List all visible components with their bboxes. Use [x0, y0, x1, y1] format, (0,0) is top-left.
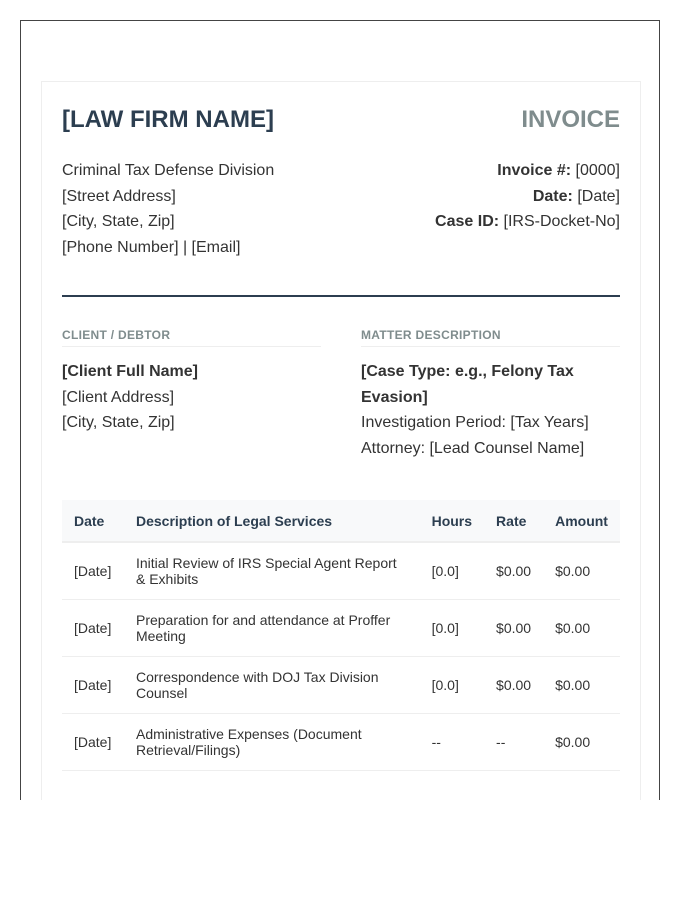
row-date: [Date]: [62, 600, 124, 657]
row-amount: $0.00: [543, 600, 620, 657]
row-amount: $0.00: [543, 657, 620, 714]
row-description: Initial Review of IRS Special Agent Report & Exhibits: [124, 542, 420, 600]
invoice-sheet: [41, 81, 641, 800]
row-rate: $0.00: [484, 542, 543, 600]
row-amount: $0.00: [543, 542, 620, 600]
row-description: Correspondence with DOJ Tax Division Counsel: [124, 657, 420, 714]
row-date: [Date]: [62, 714, 124, 771]
firm-address-block: [62, 158, 274, 260]
firm-contact: [Phone Number] | [Email]: [62, 238, 241, 256]
row-rate: $0.00: [484, 600, 543, 657]
row-hours: [0.0]: [420, 657, 484, 714]
header-rate: Rate: [484, 500, 543, 542]
row-hours: [0.0]: [420, 600, 484, 657]
invoice-date-label: Date:: [532, 187, 573, 205]
case-id-line: [435, 209, 620, 235]
matter-attorney: Attorney: [Lead Counsel Name]: [361, 439, 585, 457]
row-rate: --: [484, 714, 543, 771]
firm-name: [LAW FIRM NAME]: [62, 106, 274, 133]
table-header-row: [62, 500, 620, 542]
matter-block: [361, 328, 620, 461]
firm-division: Criminal Tax Defense Division: [62, 162, 275, 179]
client-city: [City, State, Zip]: [62, 414, 175, 431]
case-id-label: Case ID:: [435, 213, 500, 230]
client-address: [Client Address]: [62, 388, 175, 406]
table-row: [62, 657, 620, 714]
client-section-label: CLIENT / DEBTOR: [62, 328, 321, 347]
header-divider: [62, 295, 620, 297]
row-hours: --: [420, 714, 484, 771]
table-row: [62, 542, 620, 600]
invoice-title: INVOICE: [521, 106, 620, 133]
firm-city: [City, State, Zip]: [62, 213, 175, 230]
row-date: [Date]: [62, 542, 124, 600]
header-description: Description of Legal Services: [124, 500, 420, 542]
invoice-meta-block: [435, 158, 620, 235]
invoice-number-value: [0000]: [575, 162, 620, 179]
row-description: Preparation for and attendance at Proffer Meeting: [124, 600, 420, 657]
invoice-date-value: [Date]: [577, 187, 620, 205]
matter-details: [361, 359, 620, 461]
matter-section-label: MATTER DESCRIPTION: [361, 328, 620, 347]
row-rate: $0.00: [484, 657, 543, 714]
header-date: Date: [62, 500, 124, 542]
firm-street: [Street Address]: [62, 187, 176, 205]
client-details: [62, 359, 321, 436]
header-amount: Amount: [543, 500, 620, 542]
parties-section: [62, 328, 620, 478]
client-block: [62, 328, 321, 436]
services-table: [62, 500, 620, 771]
client-name: [Client Full Name]: [62, 363, 199, 380]
invoice-number-label: Invoice #:: [497, 162, 572, 179]
header-hours: Hours: [420, 500, 484, 542]
row-description: Administrative Expenses (Document Retrieval/Filings): [124, 714, 420, 771]
table-row: [62, 714, 620, 771]
invoice-number-line: [435, 158, 620, 184]
table-row: [62, 600, 620, 657]
document-frame: [20, 20, 660, 800]
row-amount: $0.00: [543, 714, 620, 771]
matter-case-type: [Case Type: e.g., Felony Tax Evasion]: [361, 363, 574, 406]
invoice-content: [62, 82, 620, 758]
invoice-header: [62, 82, 620, 312]
case-id-value: [IRS-Docket-No]: [503, 213, 620, 230]
invoice-date-line: [435, 184, 620, 210]
matter-period: Investigation Period: [Tax Years]: [361, 414, 589, 431]
row-hours: [0.0]: [420, 542, 484, 600]
row-date: [Date]: [62, 657, 124, 714]
